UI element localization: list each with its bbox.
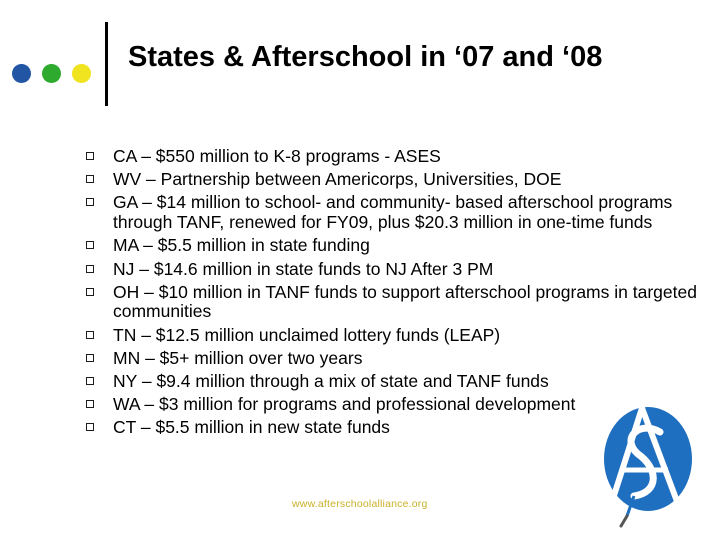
list-item <box>86 372 706 392</box>
list-item-text: MA – $5.5 million in state funding <box>113 235 370 256</box>
list-item-text: CT – $5.5 million in new state funds <box>113 417 390 438</box>
list-item <box>86 349 706 369</box>
list-item-text: MN – $5+ million over two years <box>113 347 363 368</box>
list-item <box>86 236 706 256</box>
list-item <box>86 170 706 190</box>
square-bullet-icon <box>86 198 94 206</box>
square-bullet-icon <box>86 288 94 296</box>
bullet-list <box>86 147 706 442</box>
blue-dot-icon <box>12 64 31 83</box>
list-item-text: CA – $550 million to K-8 programs - ASES <box>113 146 441 166</box>
square-bullet-icon <box>86 175 94 183</box>
website-url: www.afterschoolalliance.org <box>292 498 428 510</box>
list-item-text: WA – $3 million for programs and professional development <box>113 394 576 415</box>
list-item-text: NJ – $14.6 million in state funds to NJ After 3 PM <box>113 258 494 279</box>
title-divider <box>105 22 108 106</box>
square-bullet-icon <box>86 400 94 408</box>
square-bullet-icon <box>86 265 94 273</box>
list-item <box>86 193 706 232</box>
list-item <box>86 283 706 322</box>
list-item-text: NY – $9.4 million through a mix of state and TANF funds <box>113 371 549 392</box>
list-item-text: GA – $14 million to school- and community- based afterschool programs through TANF, renewed for FY09, plus $20.3 million in one-time funds <box>113 192 673 233</box>
afterschool-alliance-logo-icon <box>594 404 694 530</box>
square-bullet-icon <box>86 423 94 431</box>
green-dot-icon <box>42 64 61 83</box>
yellow-dot-icon <box>72 64 91 83</box>
square-bullet-icon <box>86 152 94 160</box>
square-bullet-icon <box>86 377 94 385</box>
list-item-text: WV – Partnership between Americorps, Universities, DOE <box>113 169 562 190</box>
square-bullet-icon <box>86 241 94 249</box>
decorative-dots <box>12 64 92 84</box>
square-bullet-icon <box>86 331 94 339</box>
list-item-text: TN – $12.5 million unclaimed lottery funds (LEAP) <box>113 324 501 345</box>
square-bullet-icon <box>86 354 94 362</box>
list-item <box>86 147 706 167</box>
slide-title: States & Afterschool in ‘07 and ‘08 <box>128 41 603 73</box>
list-item-text: OH – $10 million in TANF funds to support afterschool programs in targeted communities <box>113 281 697 322</box>
list-item <box>86 326 706 346</box>
list-item <box>86 260 706 280</box>
